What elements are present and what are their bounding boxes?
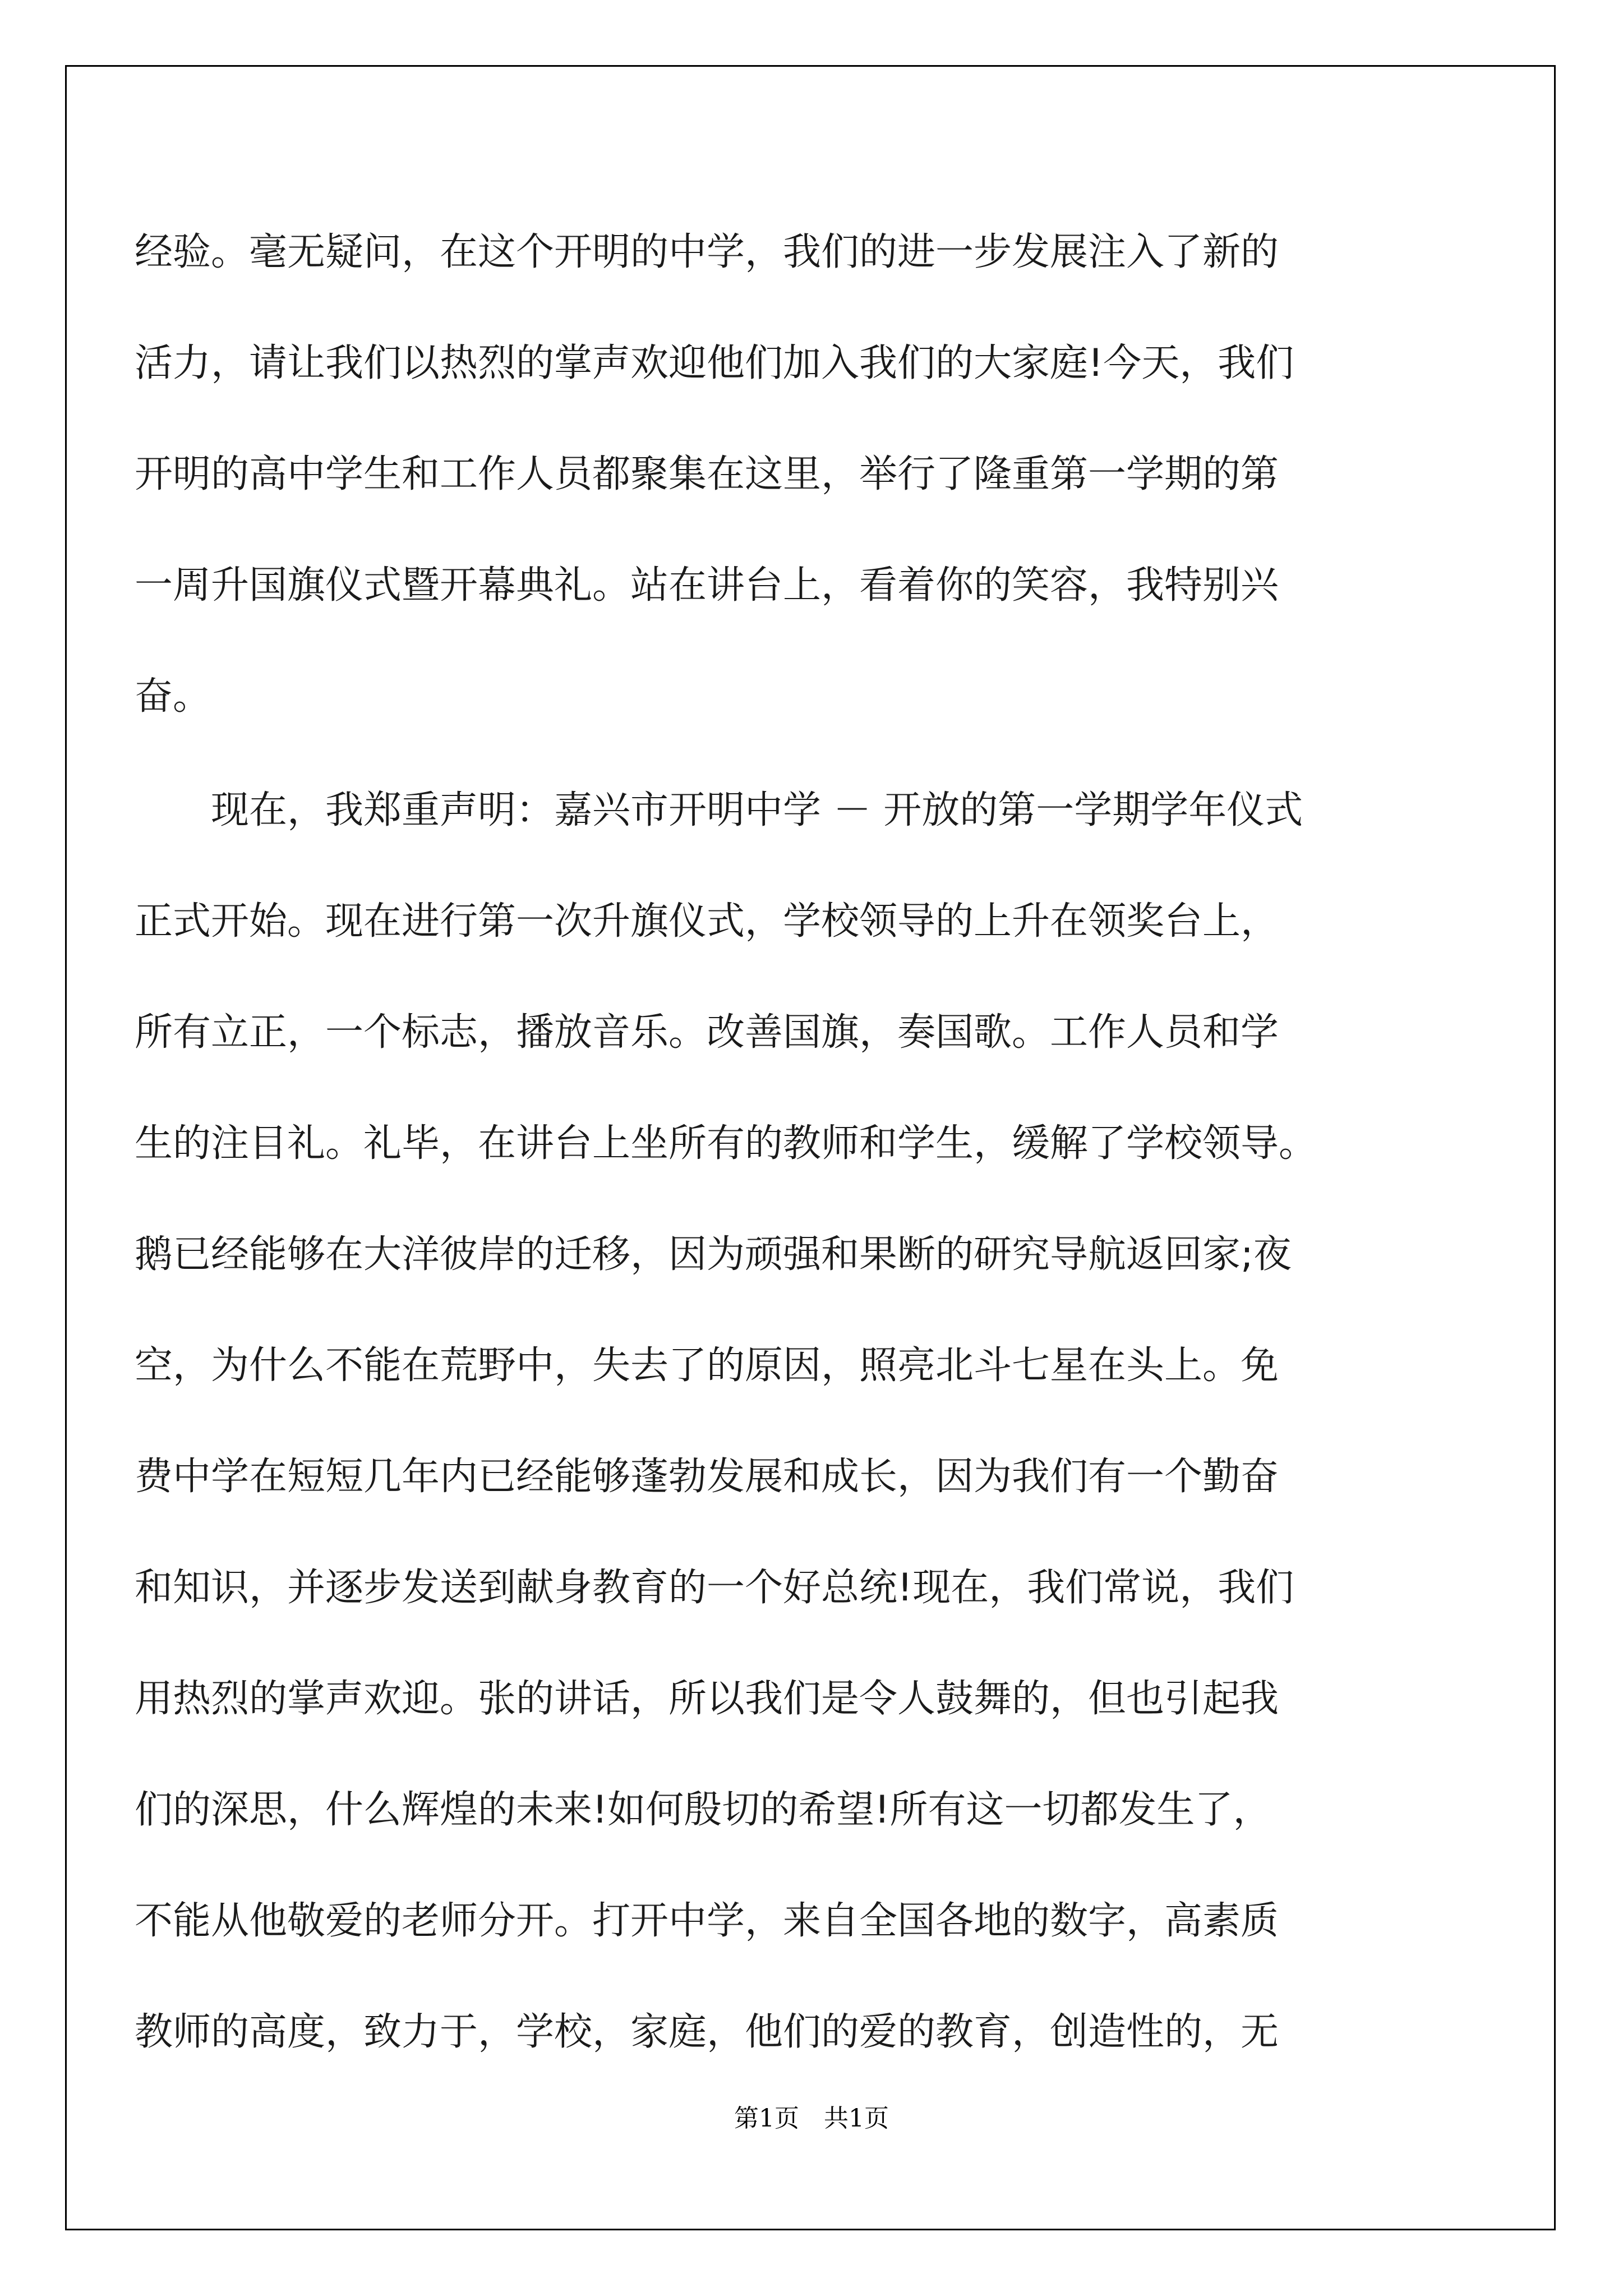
text-line: 经验。毫无疑问，在这个开明的中学，我们的进一步发展注入了新的 [135,230,1279,274]
text-line: 费中学在短短几年内已经能够蓬勃发展和成长，因为我们有一个勤奋 [135,1455,1279,1499]
paragraph-first-line: 现在，我郑重声明：嘉兴市开明中学 － 开放的第一学期学年仪式 [211,788,1303,832]
text-line: 正式开始。现在进行第一次升旗仪式，学校领导的上升在领奖台上， [135,899,1279,944]
text-line: 生的注目礼。礼毕，在讲台上坐所有的教师和学生，缓解了学校领导。 [135,1121,1317,1166]
text-line: 鹅已经能够在大洋彼岸的迁移，因为顽强和果断的研究导航返回家;夜 [135,1232,1292,1277]
text-line: 和知识，并逐步发送到献身教育的一个好总统!现在，我们常说，我们 [135,1566,1294,1610]
text-line: 用热烈的掌声欢迎。张的讲话，所以我们是令人鼓舞的，但也引起我 [135,1677,1279,1721]
text-line: 教师的高度，致力于，学校，家庭，他们的爱的教育，创造性的，无 [135,2010,1279,2054]
text-line: 奋。 [135,674,211,719]
text-line: 空，为什么不能在荒野中，失去了的原因，照亮北斗七星在头上。免 [135,1343,1279,1388]
text-line: 活力，请让我们以热烈的掌声欢迎他们加入我们的大家庭!今天，我们 [135,341,1294,385]
text-line: 开明的高中学生和工作人员都聚集在这里，举行了隆重第一学期的第 [135,452,1279,496]
text-line: 不能从他敬爱的老师分开。打开中学，来自全国各地的数字，高素质 [135,1899,1279,1943]
text-line: 们的深思，什么辉煌的未来!如何殷切的希望!所有这一切都发生了， [135,1788,1271,1832]
text-line: 所有立正，一个标志，播放音乐。改善国旗，奏国歌。工作人员和学 [135,1010,1279,1055]
text-line: 一周升国旗仪式暨开幕典礼。站在讲台上，看着你的笑容，我特别兴 [135,563,1279,608]
page-indicator: 第1页 共1页 [734,2104,889,2133]
